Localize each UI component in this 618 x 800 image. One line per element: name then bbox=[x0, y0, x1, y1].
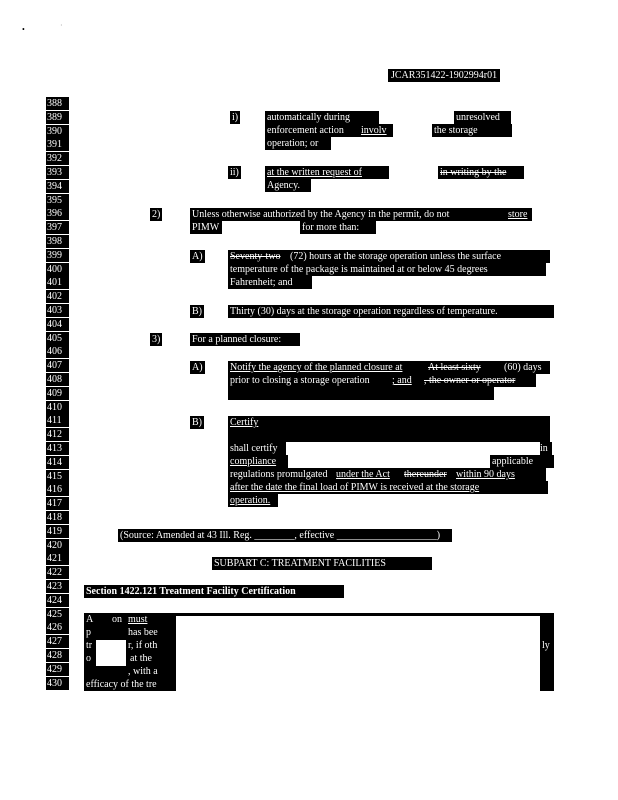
item-A1-line3: Fahrenheit; and bbox=[228, 276, 312, 289]
line-number: 403 bbox=[46, 304, 69, 317]
line-number: 411 bbox=[46, 414, 69, 427]
line-number: 388 bbox=[46, 97, 69, 110]
item-A2-line2-struck: , the owner or operator bbox=[424, 374, 536, 387]
item-label-2: 2) bbox=[152, 209, 161, 220]
line-number: 419 bbox=[46, 525, 69, 538]
body-text-425: A bbox=[86, 614, 94, 625]
line-number: 395 bbox=[46, 194, 69, 207]
scan-speck: • bbox=[22, 25, 25, 34]
item-B2-line4-end: applicable bbox=[490, 455, 554, 468]
item-label-ii: ii) bbox=[230, 167, 239, 178]
item-B2-line1-u: Certify bbox=[228, 416, 268, 429]
item-label-A1: A) bbox=[192, 251, 203, 262]
item-label-B2: B) bbox=[192, 417, 202, 428]
item-i-line3: operation; or bbox=[265, 137, 331, 150]
line-number: 400 bbox=[46, 263, 69, 276]
document-id: JCAR351422-1902994r01 bbox=[388, 69, 500, 82]
body-text-425c: must bbox=[128, 614, 148, 625]
line-number: 414 bbox=[46, 456, 69, 469]
line-number: 422 bbox=[46, 566, 69, 579]
subpart-heading: SUBPART C: TREATMENT FACILITIES bbox=[212, 557, 432, 570]
line-number: 420 bbox=[46, 539, 69, 552]
item-i-line2-end: the storage bbox=[432, 124, 512, 137]
line-number: 390 bbox=[46, 125, 69, 138]
item-B2-line7: operation. bbox=[228, 494, 278, 507]
body-text-426: p bbox=[86, 627, 91, 638]
line-number: 398 bbox=[46, 235, 69, 248]
scan-speck: · bbox=[60, 21, 63, 30]
line-number: 393 bbox=[46, 166, 69, 179]
item-2-line2: PIMW bbox=[190, 221, 222, 234]
line-number: 421 bbox=[46, 552, 69, 565]
item-A1-struck: Seventy-two bbox=[228, 250, 292, 263]
source-note: (Source: Amended at 43 Ill. Reg. ________, effective ____________________) bbox=[118, 529, 452, 542]
line-number: 408 bbox=[46, 373, 69, 386]
line-number: 425 bbox=[46, 608, 69, 621]
body-text-427c: ly bbox=[542, 640, 550, 651]
line-number: 407 bbox=[46, 359, 69, 372]
item-3-line1: For a planned closure: bbox=[190, 333, 300, 346]
item-A1-line1: (72) hours at the storage operation unless the surface bbox=[290, 250, 550, 263]
line-number: 405 bbox=[46, 332, 69, 345]
item-A2-line1-u: Notify the agency of the planned closure at bbox=[228, 361, 430, 374]
item-ii-line2: Agency. bbox=[265, 179, 311, 192]
item-B2-line5-u: under the Act bbox=[336, 468, 404, 481]
line-number: 392 bbox=[46, 152, 69, 165]
body-text-428: o bbox=[86, 653, 91, 664]
item-i-line1-end: unresolved bbox=[454, 111, 511, 124]
item-A2-line3-redacted bbox=[228, 387, 494, 400]
item-B2-line3-end: in bbox=[540, 442, 552, 455]
redaction-box bbox=[96, 640, 126, 666]
section-heading: Section 1422.121 Treatment Facility Certification bbox=[84, 585, 344, 598]
line-number: 394 bbox=[46, 180, 69, 193]
item-label-3: 3) bbox=[152, 334, 161, 345]
line-number: 406 bbox=[46, 345, 69, 358]
line-number: 402 bbox=[46, 290, 69, 303]
body-text-425b: on bbox=[112, 614, 122, 625]
line-number: 430 bbox=[46, 677, 69, 690]
line-number: 409 bbox=[46, 387, 69, 400]
line-number: 391 bbox=[46, 138, 69, 151]
item-ii-line1-end: in writing by the bbox=[438, 166, 524, 179]
item-label-A2: A) bbox=[192, 362, 203, 373]
line-number: 397 bbox=[46, 221, 69, 234]
item-label-i: i) bbox=[232, 112, 239, 123]
body-text-429b: , with a bbox=[128, 666, 158, 677]
line-number: 410 bbox=[46, 401, 69, 414]
body-text-430: efficacy of the tre bbox=[86, 679, 157, 690]
item-i-line1: automatically during bbox=[265, 111, 379, 124]
line-number: 412 bbox=[46, 428, 69, 441]
line-number: 427 bbox=[46, 635, 69, 648]
item-B2-line5-end: within 90 days bbox=[456, 468, 546, 481]
item-label-B1: B) bbox=[192, 306, 202, 317]
item-B1-line1: Thirty (30) days at the storage operation regardless of temperature. bbox=[228, 305, 554, 318]
item-i-line2: enforcement action bbox=[265, 124, 363, 137]
redaction-box bbox=[176, 616, 540, 692]
item-ii-line1: at the written request of bbox=[265, 166, 389, 179]
item-i-line2-u: involv bbox=[361, 124, 393, 137]
line-number: 389 bbox=[46, 111, 69, 124]
line-number: 399 bbox=[46, 249, 69, 262]
body-text-426b: has bee bbox=[128, 627, 158, 638]
item-2-line2-end: for more than: bbox=[300, 221, 376, 234]
item-B2-line1-rest bbox=[266, 416, 550, 429]
line-number: 417 bbox=[46, 497, 69, 510]
line-number: 429 bbox=[46, 663, 69, 676]
item-A2-line2-u: ; and bbox=[392, 374, 424, 387]
item-2-line1-u: store bbox=[508, 208, 532, 221]
item-B2-line4-u: compliance bbox=[228, 455, 288, 468]
item-A2-line2: prior to closing a storage operation bbox=[228, 374, 394, 387]
item-A1-line2: temperature of the package is maintained at or below 45 degrees bbox=[228, 263, 546, 276]
line-number: 418 bbox=[46, 511, 69, 524]
line-number: 416 bbox=[46, 483, 69, 496]
item-A2-line1-end: (60) days bbox=[504, 361, 550, 374]
item-A2-line1-struck: At least sixty bbox=[428, 361, 504, 374]
line-number: 396 bbox=[46, 207, 69, 220]
item-2-line1: Unless otherwise authorized by the Agency in the permit, do not bbox=[190, 208, 510, 221]
line-number: 404 bbox=[46, 318, 69, 331]
body-text-428b: at the bbox=[130, 653, 152, 664]
body-text-427b: r, if oth bbox=[128, 640, 158, 651]
line-number: 428 bbox=[46, 649, 69, 662]
body-text-427: tr bbox=[86, 640, 93, 651]
item-B2-line2 bbox=[228, 429, 550, 442]
item-B2-line6: after the date the final load of PIMW is received at the storage bbox=[228, 481, 548, 494]
item-B2-line5-struck: thereunder bbox=[404, 468, 456, 481]
item-B2-line3: shall certify bbox=[228, 442, 288, 455]
item-B2-line5: regulations promulgated bbox=[228, 468, 338, 481]
line-number: 426 bbox=[46, 621, 69, 634]
line-number: 415 bbox=[46, 470, 69, 483]
line-number: 424 bbox=[46, 594, 69, 607]
line-number: 423 bbox=[46, 580, 69, 593]
line-number: 413 bbox=[46, 442, 69, 455]
line-number: 401 bbox=[46, 276, 69, 289]
